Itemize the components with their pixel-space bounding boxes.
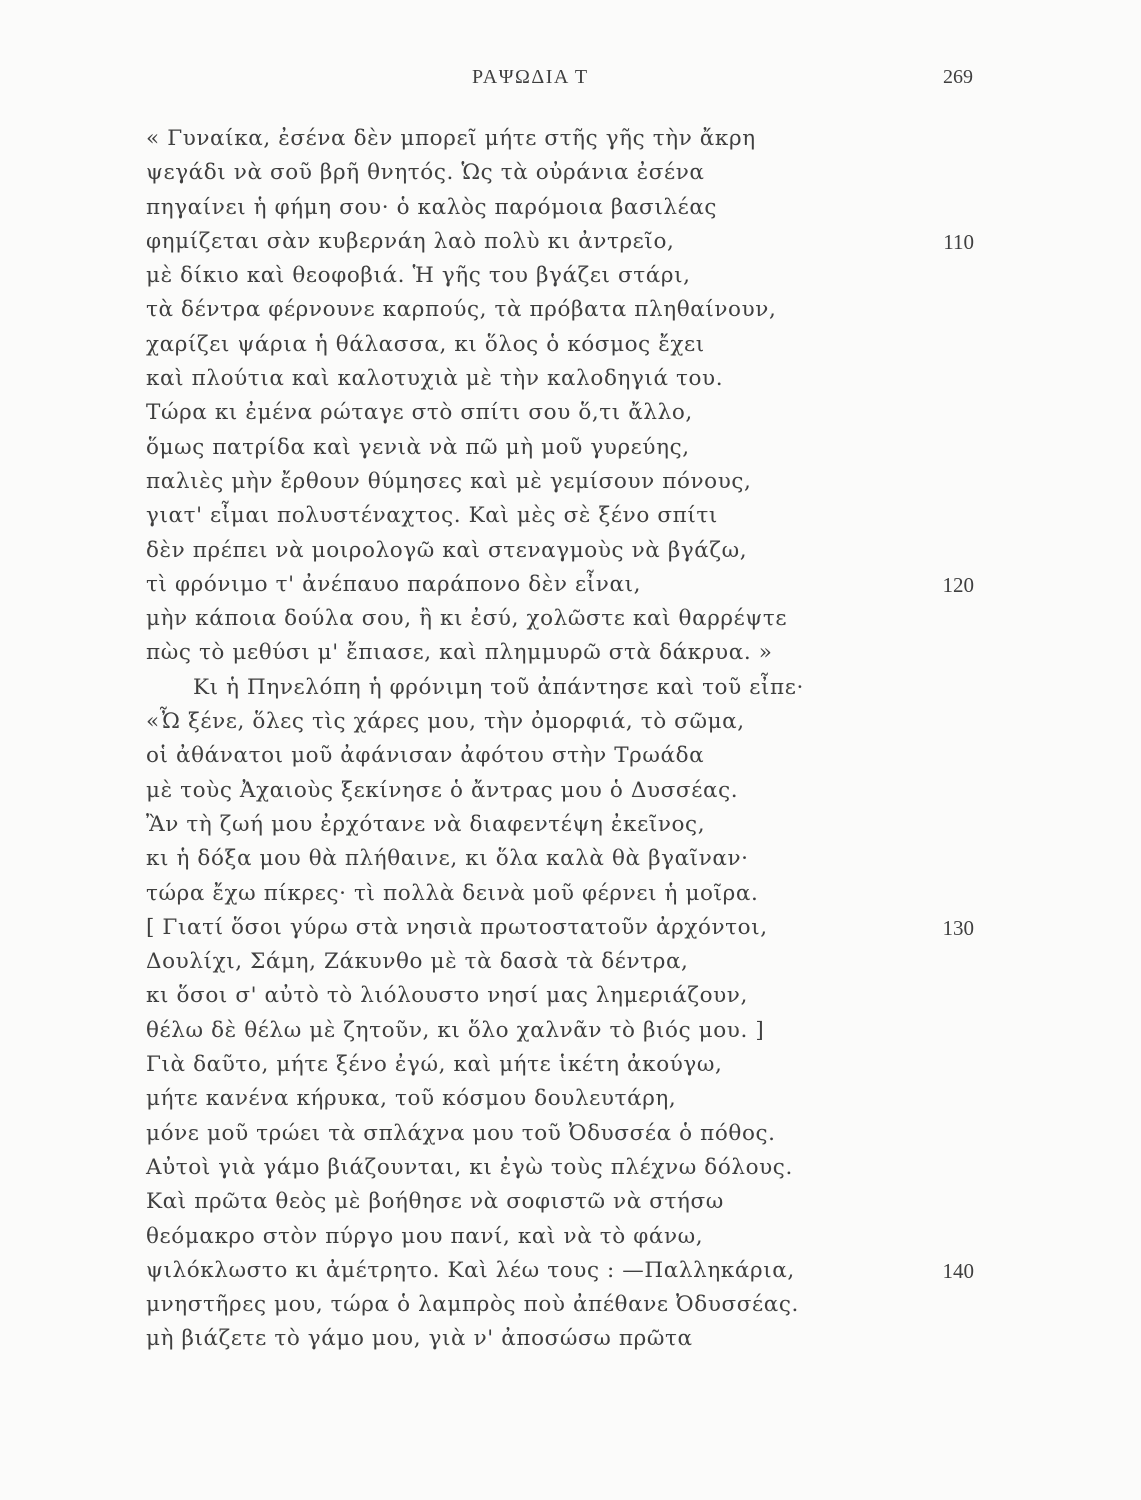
verse-line — [0, 259, 1141, 293]
verse-line-text: μνηστῆρες μου, τώρα ὁ λαμπρὸς ποὺ ἀπέθανε Ὀδυσσέας. — [146, 1292, 799, 1318]
verse-line-text: μὲ δίκιο καὶ θεοφοβιά. Ἡ γῆς του βγάζει στάρι, — [146, 263, 691, 289]
verse-line-text: Καὶ πρῶτα θεὸς μὲ βοήθησε νὰ σοφιστῶ νὰ στήσω — [146, 1189, 724, 1215]
verse-line — [0, 1082, 1141, 1116]
verse-line-text: «Ὦ ξένε, ὅλες τὶς χάρες μου, τὴν ὀμορφιά, τὸ σῶμα, — [146, 709, 745, 735]
verse-line-text: ὅμως πατρίδα καὶ γενιὰ νὰ πῶ μὴ μοῦ γυρεύης, — [146, 434, 690, 460]
verse-line — [0, 122, 1141, 156]
verse-line-text: πηγαίνει ἡ φήμη σου· ὁ καλὸς παρόμοια βασιλέας — [146, 194, 718, 220]
verse-line — [0, 1220, 1141, 1254]
verse-line-text: δὲν πρέπει νὰ μοιρολογῶ καὶ στεναγμοὺς νὰ βγάζω, — [146, 537, 748, 563]
verse-line-text: θέλω δὲ θέλω μὲ ζητοῦν, κι ὅλο χαλνᾶν τὸ βιός μου. ] — [146, 1017, 765, 1043]
verse-line — [0, 396, 1141, 430]
verse-line — [0, 465, 1141, 499]
verse-line — [0, 877, 1141, 911]
verse-line — [0, 1288, 1141, 1322]
verse-line-text: τώρα ἔχω πίκρες· τὶ πολλὰ δεινὰ μοῦ φέρνει ἡ μοῖρα. — [146, 880, 759, 906]
running-title: ΡΑΨΩΔΙΑ Τ — [472, 66, 589, 88]
verse-line — [0, 739, 1141, 773]
verse-line-text: ψεγάδι νὰ σοῦ βρῆ θνητός. Ὡς τὰ οὐράνια ἐσένα — [146, 160, 705, 186]
verse-line — [0, 1117, 1141, 1151]
verse-line — [0, 362, 1141, 396]
verse-line-text: Τώρα κι ἐμένα ρώταγε στὸ σπίτι σου ὅ,τι ἄλλο, — [146, 400, 693, 426]
verse-line-text: « Γυναίκα, ἐσένα δὲν μπορεῖ μήτε στῆς γῆς τὴν ἄκρη — [146, 126, 756, 151]
verse-line — [0, 1014, 1141, 1048]
running-head — [0, 66, 1141, 96]
verse-line-text: κι ὅσοι σ' αὐτὸ τὸ λιόλουστο νησί μας λημεριάζουν, — [146, 983, 748, 1009]
verse-line-text: Δουλίχι, Σάμη, Ζάκυνθο μὲ τὰ δασὰ τὰ δέντρα, — [146, 949, 689, 975]
verse-line-text: ψιλόκλωστο κι ἀμέτρητο. Καὶ λέω τους : —Παλληκάρια, — [146, 1257, 795, 1283]
verse-line-text: [ Γιατί ὅσοι γύρω στὰ νησιὰ πρωτοστατοῦν ἀρχόντοι, — [146, 914, 768, 940]
verse-line-text: Αὐτοὶ γιὰ γάμο βιάζουνται, κι ἐγὼ τοὺς πλέχνω δόλους. — [146, 1154, 793, 1180]
verse-line-text: Ἂν τὴ ζωή μου ἐρχότανε νὰ διαφεντέψη ἐκεῖνος, — [146, 811, 706, 837]
verse-line — [0, 842, 1141, 876]
verse-line — [0, 1322, 1141, 1356]
verse-line — [0, 774, 1141, 808]
line-number: 120 — [942, 572, 974, 597]
verse-block — [0, 122, 1141, 1357]
verse-line — [0, 156, 1141, 190]
verse-line — [0, 945, 1141, 979]
verse-line — [0, 191, 1141, 225]
verse-line-text: Γιὰ δαῦτο, μήτε ξένο ἐγώ, καὶ μήτε ἱκέτη ἀκούγω, — [146, 1052, 723, 1078]
verse-line-text: κι ἡ δόξα μου θὰ πλήθαινε, κι ὅλα καλὰ θὰ βγαῖναν· — [146, 846, 749, 872]
verse-line-text: τὶ φρόνιμο τ' ἀνέπαυο παράπονο δὲν εἶναι, — [146, 571, 642, 597]
verse-line — [0, 979, 1141, 1013]
verse-line — [0, 1185, 1141, 1219]
page-number: 269 — [943, 66, 973, 88]
verse-line — [0, 225, 1141, 259]
verse-line — [0, 431, 1141, 465]
verse-line — [0, 499, 1141, 533]
verse-line — [0, 328, 1141, 362]
line-number: 130 — [942, 915, 974, 940]
verse-line-text: οἱ ἀθάνατοι μοῦ ἀφάνισαν ἀφότου στὴν Τρωάδα — [146, 743, 705, 769]
verse-line — [0, 1254, 1141, 1288]
verse-line-text: πὼς τὸ μεθύσι μ' ἔπιασε, καὶ πλημμυρῶ στὰ δάκρυα. » — [146, 640, 773, 666]
verse-line — [0, 636, 1141, 670]
verse-line — [0, 705, 1141, 739]
verse-line-text: φημίζεται σὰν κυβερνάη λαὸ πολὺ κι ἀντρεῖο, — [146, 228, 675, 254]
verse-line — [0, 1048, 1141, 1082]
verse-line-text: μὲ τοὺς Ἀχαιοὺς ξεκίνησε ὁ ἄντρας μου ὁ Δυσσέας. — [146, 777, 739, 803]
verse-line — [0, 808, 1141, 842]
verse-line — [0, 568, 1141, 602]
verse-line-text: Κι ἡ Πηνελόπη ἡ φρόνιμη τοῦ ἀπάντησε καὶ τοῦ εἶπε· — [193, 674, 804, 700]
verse-line-text: τὰ δέντρα φέρνουνε καρπούς, τὰ πρόβατα πληθαίνουν, — [146, 297, 777, 323]
verse-line — [0, 602, 1141, 636]
verse-line — [0, 1151, 1141, 1185]
line-number: 110 — [943, 229, 974, 254]
verse-line — [0, 911, 1141, 945]
verse-line-text: γιατ' εἶμαι πολυστέναχτος. Καὶ μὲς σὲ ξένο σπίτι — [146, 503, 718, 529]
verse-line-text: καὶ πλούτια καὶ καλοτυχιὰ μὲ τὴν καλοδηγιά του. — [146, 366, 724, 392]
verse-line-text: χαρίζει ψάρια ἡ θάλασσα, κι ὅλος ὁ κόσμος ἔχει — [146, 331, 705, 357]
verse-line-text: μὴν κάποια δούλα σου, ἢ κι ἐσύ, χολῶστε καὶ θαρρέψτε — [146, 606, 788, 632]
verse-line-text: μὴ βιάζετε τὸ γάμο μου, γιὰ ν' ἀποσώσω πρῶτα — [146, 1326, 693, 1352]
verse-line — [0, 534, 1141, 568]
verse-line-text: παλιὲς μὴν ἔρθουν θύμησες καὶ μὲ γεμίσουν πόνους, — [146, 468, 752, 494]
line-number: 140 — [942, 1258, 974, 1283]
verse-line — [0, 293, 1141, 327]
verse-line — [0, 671, 1141, 705]
verse-line-text: μήτε κανένα κήρυκα, τοῦ κόσμου δουλευτάρη, — [146, 1086, 677, 1112]
verse-line-text: μόνε μοῦ τρώει τὰ σπλάχνα μου τοῦ Ὀδυσσέα ὁ πόθος. — [146, 1120, 776, 1146]
verse-line-text: θεόμακρο στὸν πύργο μου πανί, καὶ νὰ τὸ φάνω, — [146, 1223, 704, 1249]
